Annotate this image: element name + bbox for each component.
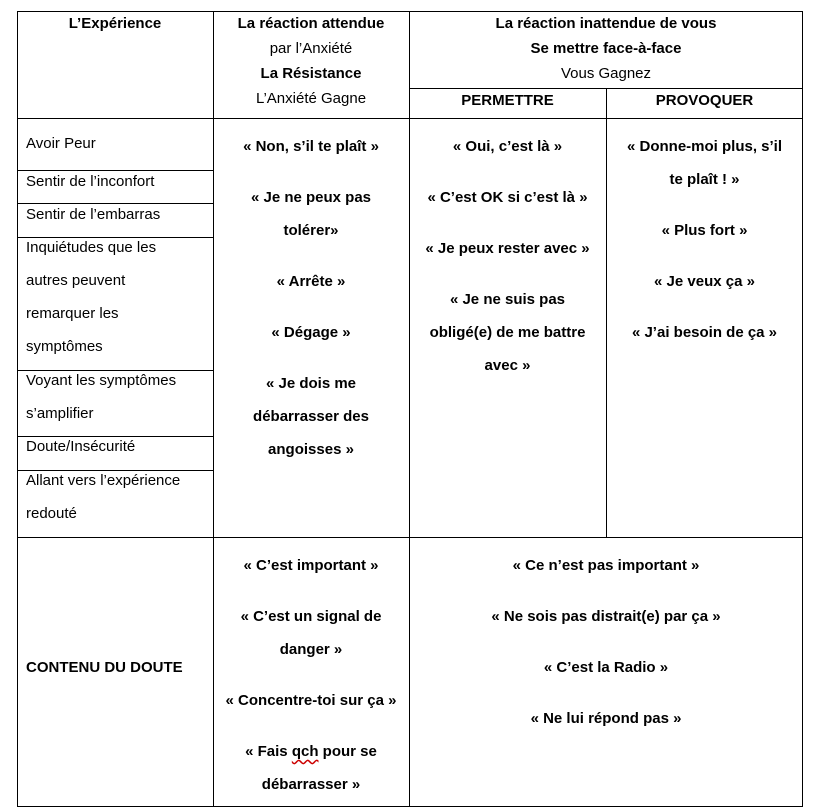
doubt-unexpected: « Ne lui répond pas »	[530, 710, 682, 727]
experience-item: Doute/Insécurité	[26, 438, 136, 455]
header-provoquer	[606, 88, 803, 113]
experience-item: Inquiétudes que les	[26, 239, 157, 256]
pour-se-text: pour se	[318, 743, 377, 760]
provoquer-label: PROVOQUER	[655, 92, 754, 109]
permettre-reaction: « Je ne suis pas	[449, 291, 566, 308]
unexpected-title: La réaction inattendue de vous	[495, 15, 717, 32]
expected-reaction: « Arrête »	[276, 273, 346, 290]
provoquer-reaction: te plaît ! »	[669, 171, 740, 188]
unexpected-sub1: Se mettre face-à-face	[530, 40, 682, 57]
doubt-expected: débarrasser »	[261, 776, 361, 793]
expected-reaction: « Non, s’il te plaît »	[243, 138, 379, 155]
experience-item: symptômes	[26, 338, 103, 355]
doubt-unexpected: « Ce n’est pas important »	[512, 557, 700, 574]
expected-reaction: débarrasser des	[253, 408, 369, 425]
permettre-reaction: « C’est OK si c’est là »	[427, 189, 588, 206]
provoquer-reaction: « Plus fort »	[661, 222, 748, 239]
experience-item: Avoir Peur	[26, 135, 96, 152]
experience-item: remarquer les	[26, 305, 119, 322]
provoquer-reaction: « Je veux ça »	[654, 273, 755, 290]
provoquer-reaction: « Donne-moi plus, s’il	[626, 138, 783, 155]
expected-sub2: La Résistance	[260, 65, 362, 82]
expected-reaction: tolérer»	[283, 222, 339, 239]
unexpected-sub2: Vous Gagnez	[560, 65, 652, 82]
expected-reaction: « Je dois me	[265, 375, 357, 392]
column-line-2	[409, 11, 410, 807]
doubt-expected: « C’est important »	[243, 557, 379, 574]
expected-sub1: par l’Anxiété	[269, 40, 353, 57]
expected-reaction: angoisses »	[268, 441, 354, 458]
experience-item: Sentir de l’embarras	[26, 206, 161, 223]
experience-item: Voyant les symptômes	[26, 372, 177, 389]
permettre-reaction: « Oui, c’est là »	[452, 138, 563, 155]
body-bottom-line	[17, 537, 803, 538]
fais-text: « Fais	[245, 743, 292, 760]
permettre-reaction: obligé(e) de me battre	[429, 324, 586, 341]
experience-item: Allant vers l’expérience	[26, 472, 181, 489]
experience-item: redouté	[26, 505, 77, 522]
header-expected	[213, 11, 409, 111]
experience-item: autres peuvent	[26, 272, 126, 289]
experience-item: s’amplifier	[26, 405, 94, 422]
provoquer-reaction: « J’ai besoin de ça »	[631, 324, 778, 341]
expected-title: La réaction attendue	[237, 15, 385, 32]
experience-item: Sentir de l’inconfort	[26, 173, 155, 190]
permettre-label: PERMETTRE	[461, 92, 554, 109]
table-border-right	[802, 11, 803, 807]
table-border-bottom	[17, 806, 803, 807]
permettre-reaction: avec »	[484, 357, 531, 374]
expected-reaction: « Dégage »	[271, 324, 351, 341]
header-experience-label: L’Expérience	[68, 15, 162, 32]
table-border-left	[17, 11, 18, 807]
header-unexpected	[409, 11, 803, 86]
header-bottom-line	[17, 118, 803, 119]
doubt-expected: danger »	[279, 641, 343, 658]
header-experience	[17, 11, 213, 36]
doubt-unexpected: « Ne sois pas distrait(e) par ça »	[491, 608, 721, 625]
expected-reaction: « Je ne peux pas	[250, 189, 372, 206]
doubt-label: CONTENU DU DOUTE	[26, 659, 183, 676]
header-permettre	[409, 88, 606, 113]
expected-sub3: L’Anxiété Gagne	[255, 90, 367, 107]
qch-text: qch	[291, 743, 319, 760]
doubt-expected: « Concentre-toi sur ça »	[225, 692, 397, 709]
doubt-expected: « C’est un signal de	[240, 608, 382, 625]
doubt-unexpected: « C’est la Radio »	[543, 659, 669, 676]
doubt-expected-fais	[213, 739, 409, 764]
permettre-reaction: « Je peux rester avec »	[425, 240, 590, 257]
